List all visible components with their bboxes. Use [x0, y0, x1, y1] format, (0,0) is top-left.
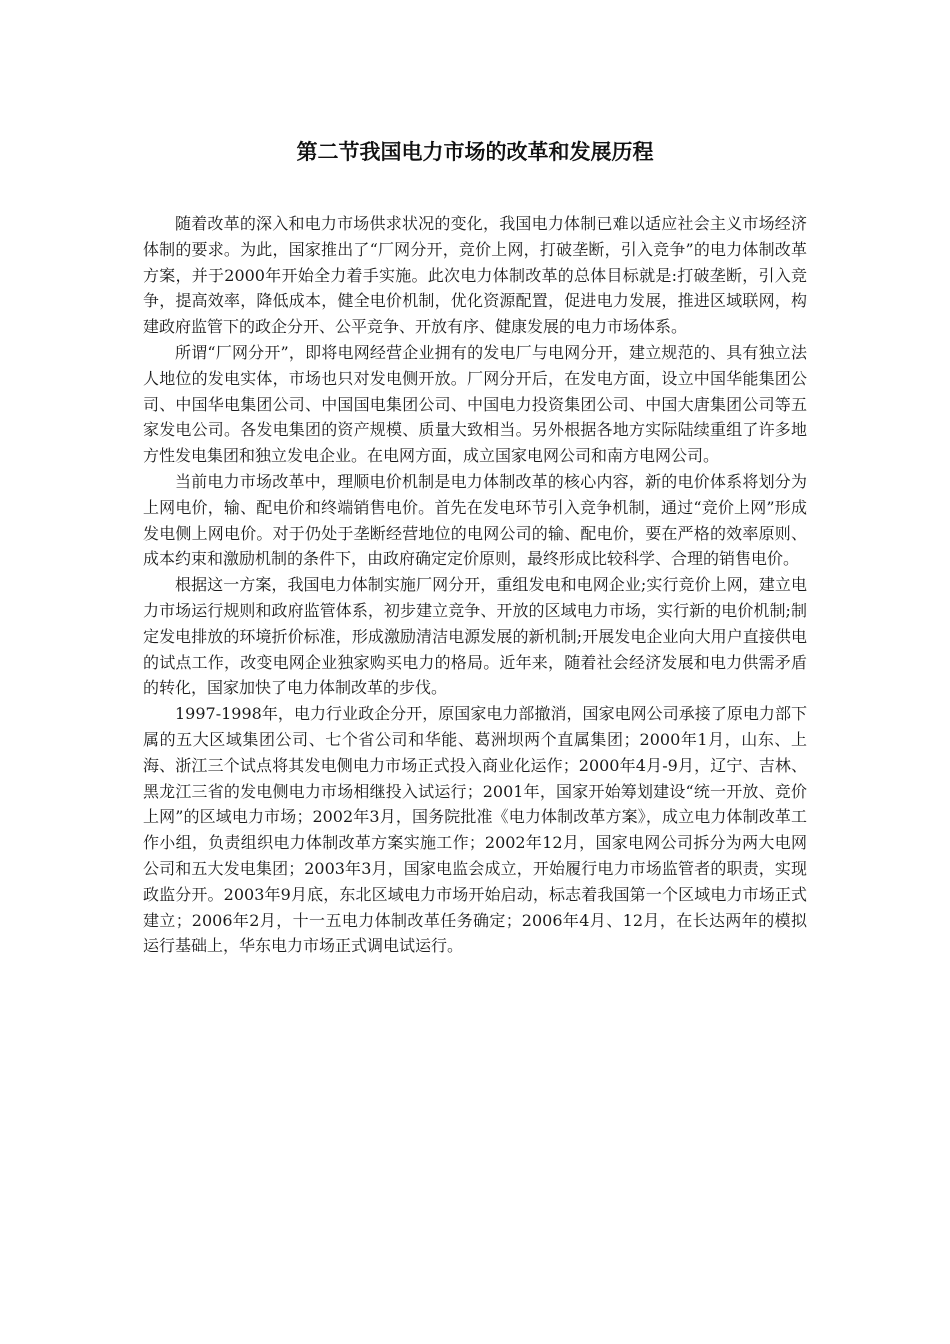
document-body [143, 211, 807, 959]
paragraph-intro: 随着改革的深入和电力市场供求状况的变化，我国电力体制已难以适应社会主义市场经济体制的要求。为此，国家推出了“厂网分开，竞价上网，打破垄断，引入竞争”的电力体制改革方案，并于2000年开始全力着手实施。此次电力体制改革的总体目标就是:打破垄断，引入竞争，提高效率，降低成本，健全电价机制，优化资源配置，促进电力发展，推进区域联网，构建政府监管下的政企分开、公平竞争、开放有序、健康发展的电力市场体系。 [143, 214, 807, 337]
paragraph-timeline: 1997-1998年，电力行业政企分开，原国家电力部撤消，国家电网公司承接了原电力部下属的五大区域集团公司、七个省公司和华能、葛洲坝两个直属集团；2000年1月，山东、上海、浙江三个试点将其发电侧电力市场正式投入商业化运作；2000年4月-9月，辽宁、吉林、黑龙江三省的发电侧电力市场相继投入试运行；2001年，国家开始筹划建设“统一开放、竞价上网”的区域电力市场；2002年3月，国务院批准《电力体制改革方案》，成立电力体制改革工作小组，负责组织电力体制改革方案实施工作；2002年12月，国家电网公司拆分为两大电网公司和五大发电集团；2003年3月，国家电监会成立，开始履行电力市场监管者的职责，实现政监分开。2003年9月底，东北区域电力市场开始启动，标志着我国第一个区域电力市场正式建立；2006年2月，十一五电力体制改革任务确定；2006年4月、12月，在长达两年的模拟运行基础上，华东电力市场正式调电试运行。 [143, 704, 807, 956]
paragraph-plant-grid-separation: 所谓“厂网分开”，即将电网经营企业拥有的发电厂与电网分开，建立规范的、具有独立法人地位的发电实体，市场也只对发电侧开放。厂网分开后，在发电方面，设立中国华能集团公司、中国华电集团公司、中国国电集团公司、中国电力投资集团公司、中国大唐集团公司等五家发电公司。各发电集团的资产规模、质量大致相当。另外根据各地方实际陆续重组了许多地方性发电集团和独立发电企业。在电网方面，成立国家电网公司和南方电网公司。 [143, 342, 807, 466]
paragraph-reform-measures: 根据这一方案，我国电力体制实施厂网分开，重组发电和电网企业;实行竞价上网，建立电力市场运行规则和政府监管体系，初步建立竞争、开放的区域电力市场，实行新的电价机制;制定发电排放的环境折价标准，形成激励清洁电源发展的新机制;开展发电企业向大用户直接供电的试点工作，改变电网企业独家购买电力的格局。近年来，随着社会经济发展和电力供需矛盾的转化，国家加快了电力体制改革的步伐。 [143, 575, 807, 698]
page-title: 第二节我国电力市场的改革和发展历程 [296, 140, 654, 164]
paragraph-pricing-mechanism: 当前电力市场改革中，理顺电价机制是电力体制改革的核心内容，新的电价体系将划分为上网电价，输、配电价和终端销售电价。首先在发电环节引入竞争机制，通过“竞价上网”形成发电侧上网电价。对于仍处于垄断经营地位的电网公司的输、配电价，要在严格的效率原则、成本约束和激励机制的条件下，由政府确定定价原则，最终形成比较科学、合理的销售电价。 [143, 471, 807, 569]
